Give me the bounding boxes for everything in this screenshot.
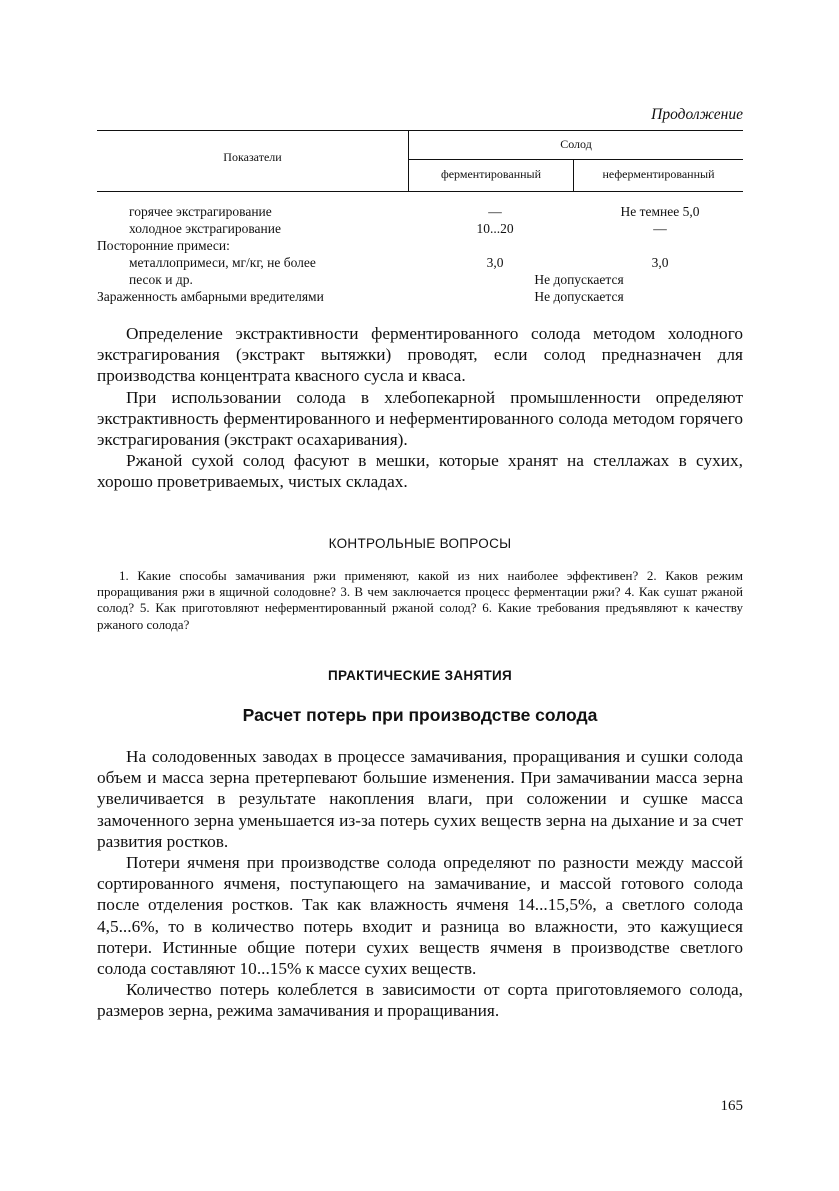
cell-fermented: 10...20	[476, 221, 514, 236]
table-row	[97, 203, 743, 220]
table-top-rule	[97, 130, 743, 131]
table-row	[97, 271, 743, 288]
table-header-rule	[97, 191, 743, 192]
cell-unfermented: —	[653, 221, 667, 236]
continuation-label: Продолжение	[651, 106, 743, 123]
paragraph: Определение экстрактивности ферментированного солода методом холодного экстрагирования (экстракт вытяжки) проводят, если солод предназначен для производства концентрата квасного сусла и кваса.	[97, 324, 743, 386]
paragraph: При использовании солода в хлебопекарной промышленности определяют экстрактивность ферментированного и неферментированного солода методом горячего экстрагирования (экстракт осахаривания).	[97, 387, 743, 450]
body-text-top	[97, 323, 743, 493]
table-row	[97, 237, 743, 254]
page-number: 165	[720, 1098, 743, 1114]
header-fermented: ферментированный	[440, 167, 542, 181]
practice-heading: ПРАКТИЧЕСКИЕ ЗАНЯТИЯ	[327, 668, 513, 683]
table-row	[97, 220, 743, 237]
control-questions	[97, 568, 743, 633]
row-label: горячее экстрагирование	[129, 204, 272, 219]
table-row	[97, 254, 743, 271]
row-label: Зараженность амбарными вредителями	[97, 289, 324, 304]
questions-text: 1. Какие способы замачивания ржи применяют, какой из них наиболее эффективен? 2. Каков режим проращивания ржи в ящичной солодовне? 3. В чем заключается процесс ферментации ржи? 4. Как сушат ржаной солод? 5. Как приготовляют неферментированный ржаной солод? 6. Какие требования предъявляют к качеству ржаного солода?	[97, 568, 743, 632]
row-label: металлопримеси, мг/кг, не более	[129, 255, 316, 270]
header-indicators: Показатели	[223, 150, 282, 164]
paragraph: Количество потерь колеблется в зависимости от сорта приготовляемого солода, размеров зерна, режима замачивания и проращивания.	[97, 980, 743, 1021]
table-row	[97, 288, 743, 305]
row-label: Посторонние примеси:	[97, 238, 230, 253]
row-label: песок и др.	[129, 272, 193, 287]
cell-both: Не допускается	[534, 272, 624, 287]
paragraph: Ржаной сухой солод фасуют в мешки, которые хранят на стеллажах в сухих, хорошо проветриваемых, чистых складах.	[97, 451, 743, 492]
body-text-bottom	[97, 746, 743, 1022]
cell-both: Не допускается	[534, 289, 624, 304]
paragraph: Потери ячменя при производстве солода определяют по разности между массой сортированного ячменя, поступающего на замачивание, и массой готового солода после отделения ростков. Так как влажность ячменя 14...15,5%, а светлого солода 4,5...6%, то в количество потерь входит и разница во влажности, это кажущиеся потери. Истинные общие потери сухих веществ ячменя в производстве светлого солода составляют 10...15% к массе сухих веществ.	[97, 853, 743, 979]
control-questions-heading: КОНТРОЛЬНЫЕ ВОПРОСЫ	[328, 536, 512, 551]
header-unfermented: неферментированный	[602, 167, 715, 181]
cell-fermented: —	[488, 204, 502, 219]
paragraph: На солодовенных заводах в процессе замачивания, проращивания и сушки солода объем и масса зерна претерпевают большие изменения. При замачивании масса зерна увеличивается в результате накопления влаги, при соложении и сушке масса замоченного зерна уменьшается из-за потерь сухих веществ зерна на дыхание и за счет развития ростков.	[97, 747, 743, 851]
table-sub-rule	[409, 159, 743, 160]
cell-unfermented: Не темнее 5,0	[620, 204, 700, 219]
section-title: Расчет потерь при производстве солода	[242, 705, 598, 725]
row-label: холодное экстрагирование	[129, 221, 281, 236]
cell-unfermented: 3,0	[651, 255, 669, 270]
cell-fermented: 3,0	[486, 255, 504, 270]
header-malt: Солод	[560, 137, 592, 151]
